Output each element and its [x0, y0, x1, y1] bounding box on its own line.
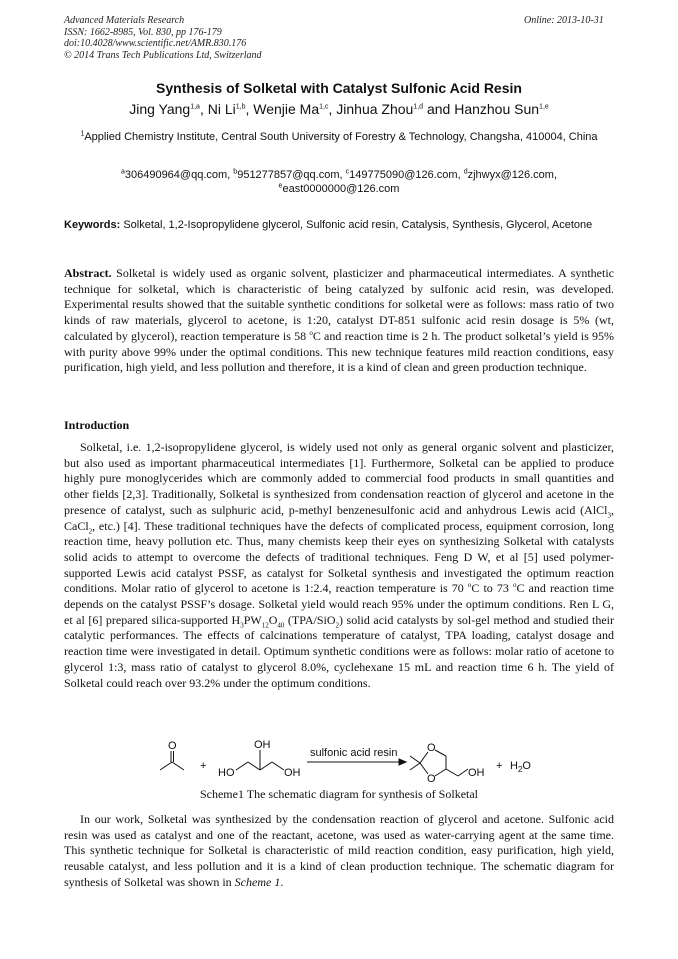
affiliation-text: Applied Chemistry Institute, Central South University of Forestry & Technology, Changsha, 410004, China [84, 131, 598, 143]
intro-text: Solketal, i.e. 1,2-isopropylidene glycerol, is widely used not only as general organic solvent and plasticizer, but also used as important pharmaceutical intermediates [1]. Furthermore, Solketal can be applied to produce highly pure monoglycerides which are commonly added to commercial food products in small quantities and other fields [2,3]. Traditionally, Solketal is synthesized from condensation reaction of glycerol and acetone in the presence of catalyst, such as sulphuric acid, p-methyl benzenesulfonic acid and anhydrous Lewis acid (AlCl [64, 440, 614, 517]
email-sup: d [463, 168, 468, 176]
intro-text: , etc.) [4]. These traditional techniques have the defects of complicated process, equipment corrosion, long reaction time, heavy pollution etc. Thus, many chemists keep their eyes on synthesizing Solketal with catalysts solid acids to attempt to overcome the defects of traditional techniques. Feng D W, et al [5] used polymer-supported Lewis acid catalyst PSSF, as catalyst for Solketal synthesis and investigated the optimum reaction conditions. Molar ratio of glycerol to acetone is 1:2.4, reaction temperature is 70 [64, 518, 614, 596]
email-sup: a [120, 168, 125, 176]
author-name: Jing Yang [129, 101, 191, 117]
email-sup: b [233, 168, 238, 176]
author-list [64, 101, 614, 117]
doi-line: doi:10.4028/www.scientific.net/AMR.830.176 [64, 38, 247, 49]
subscript: 12 [261, 621, 269, 630]
intro-text: (TPA/SiO [284, 612, 336, 627]
intro-text: O [268, 612, 278, 627]
degree-sup: o [467, 581, 472, 590]
author-name: Hanzhou Sun [454, 101, 540, 117]
email-list: $^a$306490964@qq.com, $^b$951277857@qq.com, $^c$149775090@126.com, $^d$zjhwyx@126.com, $^e$east0000000@126.com [120, 168, 558, 195]
ring-o-label: O [427, 742, 436, 754]
abstract-label: Abstract. [64, 266, 112, 280]
author-separator: , [245, 101, 254, 117]
issn-line: ISSN: 1662-8985, Vol. 830, pp 176-179 [64, 26, 222, 38]
abstract-text: C and reaction time is 2 h. The product solketal’s yield is 95% with purity above 99% under the optimal conditions. This new technique features mild reaction conditions, easy purification, high yield, and less pollution and therefore, it is a kind of clean and green production technique. [64, 328, 614, 375]
journal-header [64, 15, 262, 61]
author-sup: 1,a [190, 103, 200, 111]
acetone-o-label: O [168, 740, 177, 752]
keywords-label: Keywords: [64, 219, 121, 231]
email-sup: e [278, 182, 283, 190]
intro-text: C and reaction time depends on the catalyst PSSF’s dosage. Solketal yield would reach 95% under the optimum conditions. Ren L G, et al [6] prepared silica-supported H [64, 581, 614, 627]
author-sup: 1,b [235, 103, 246, 111]
arrow-label: sulfonic acid resin [310, 747, 398, 759]
author-separator: , [199, 101, 208, 117]
plus-sign: + [496, 760, 503, 772]
reaction-arrow [307, 759, 406, 765]
body-paragraph [64, 812, 614, 891]
author-sup: 1,e [539, 103, 549, 111]
author-name: Jinhua Zhou [336, 101, 414, 117]
scheme-reference: Scheme 1 [234, 874, 281, 889]
body-text: . [280, 874, 284, 889]
author-sup: 1,d [413, 103, 424, 111]
degree-sup: o [512, 581, 517, 590]
abstract-text: Solketal is widely used as organic solvent, plasticizer and pharmaceutical intermediates. A synthetic technique for solketal, which is characteristic of being catalyzed by sulfonic acid resin, was developed. Experimental results showed that the suitable synthetic conditions for solketal were as follows: mass ratio of two kinds of raw materials, glycerol to acetone, is 1:20, catalyst DT-851 sulfonic acid resin dosage is 5% (wt, calculated by glycerol), reaction temperature is 58 [64, 266, 614, 343]
author-name: Wenjie Ma [253, 101, 320, 117]
scheme-caption: Scheme1 The schematic diagram for synthesis of Solketal [199, 787, 479, 801]
reaction-scheme [150, 738, 550, 788]
author-sup: 1,c [319, 103, 329, 111]
paper-title: Synthesis of Solketal with Catalyst Sulfonic Acid Resin [156, 80, 522, 96]
author-name: Ni Li [207, 101, 236, 117]
email-link[interactable]: 149775090@126.com [349, 169, 458, 181]
abstract [64, 266, 614, 376]
email-sup: c [345, 168, 350, 176]
glycerol-oh-label: OH [284, 767, 301, 779]
affiliation [64, 130, 614, 145]
degree-sup: o [309, 328, 313, 337]
intro-text: C to 73 [471, 581, 513, 596]
plus-sign: + [200, 760, 207, 772]
subscript: 2 [335, 621, 339, 630]
subscript: 40 [277, 621, 285, 630]
email-link[interactable]: zjhwyx@126.com [467, 169, 554, 181]
glycerol-ho-label: HO [218, 767, 235, 779]
journal-name: Advanced Materials Research [64, 15, 185, 26]
intro-paragraph [64, 440, 614, 691]
email-link[interactable]: 306490964@qq.com [124, 169, 228, 181]
body-text: In our work, Solketal was synthesized by the condensation reaction of glycerol and acetone. Sulfonic acid resin was used as catalyst and one of the reactant, acetone, was used as water-carrying agent at the same time. This synthetic technique for Solketal is characteristic of mild reaction condition, easy purification, high yield, reusable catalyst, and less pollution and it is a kind of clean production technique. The schematic diagram for synthesis of Solketal was shown in [64, 812, 614, 889]
water-label: $H_2O$ [510, 760, 531, 774]
section-heading-introduction: Introduction [64, 418, 130, 432]
online-date: Online: 2013-10-31 [524, 15, 604, 26]
solketal-oh-label: OH [468, 767, 485, 779]
subscript: 3 [240, 621, 244, 630]
email-link[interactable]: east0000000@126.com [282, 183, 400, 195]
subscript: 2 [88, 526, 93, 535]
intro-text: ) solid acid catalysts by sol-gel method and studied their catalytic performances. The effects of calcinations temperature of catalyst, TPA loading, catalyst dosage and reaction time were investigated in detail. Optimum synthetic conditions were as follows: molar ratio of acetone to glycerol 1:3, mass ratio of catalyst to glycerol 8.0%, cyclehexane 15 mL and reaction time 6 h. The yield of Solketal could reach over 93.2% under the optimum conditions. [64, 612, 614, 690]
author-and: and [423, 101, 455, 117]
glycerol-oh-label: OH [254, 739, 271, 751]
email-link[interactable]: 951277857@qq.com [237, 169, 340, 181]
affiliation-sup: 1 [80, 130, 85, 138]
acetone-structure [160, 751, 184, 770]
author-separator: , [328, 101, 337, 117]
keywords-text: Solketal, 1,2-Isopropylidene glycerol, Sulfonic acid resin, Catalysis, Synthesis, Glycerol, Acetone [123, 219, 593, 231]
keywords [64, 218, 614, 233]
copyright-line: © 2014 Trans Tech Publications Ltd, Switzerland [64, 49, 262, 61]
ring-o-label: O [427, 773, 436, 785]
subscript: 3 [607, 511, 611, 520]
glycerol-structure [236, 750, 284, 770]
intro-text: PW [243, 612, 262, 627]
solketal-structure [410, 750, 468, 776]
intro-text: , CaCl [64, 502, 614, 533]
